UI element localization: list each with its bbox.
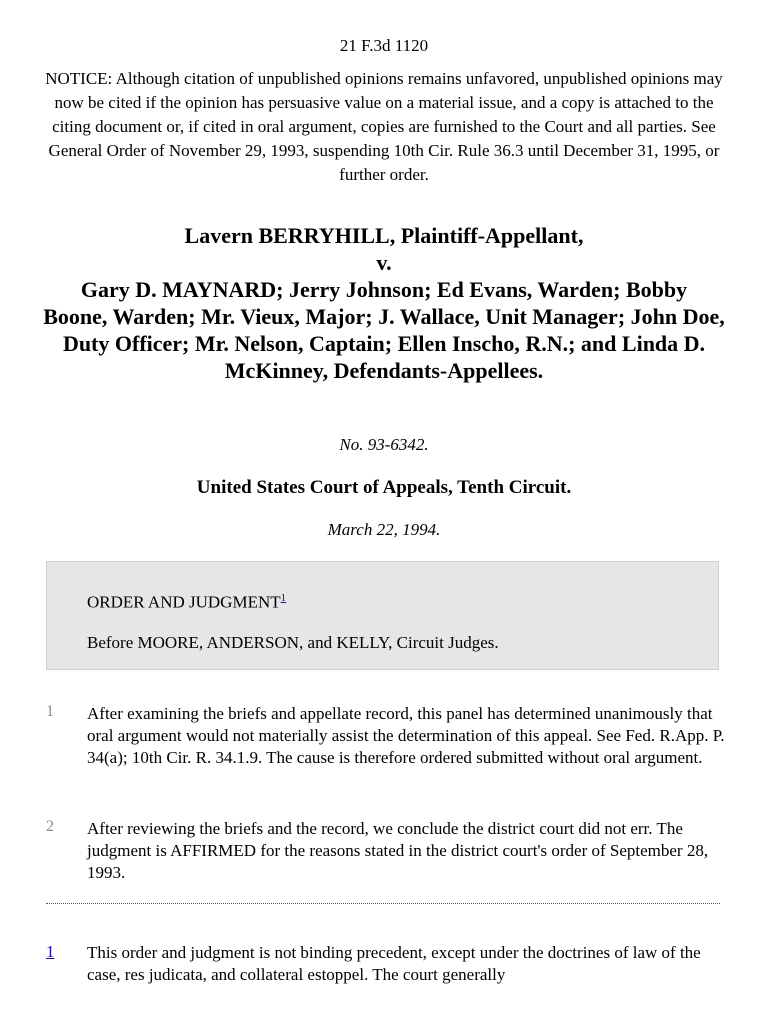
paragraph-number: 1: [46, 703, 54, 720]
docket-number: No. 93-6342.: [339, 435, 429, 454]
footnote-text: This order and judgment is not binding precedent, except under the doctrines of law of the case, res judicata, and collateral estoppel. The court generally: [87, 943, 701, 984]
paragraph-text: After examining the briefs and appellate record, this panel has determined unanimously that oral argument would not materially assist the determination of this appeal. See Fed. R.App. P. 34(a); 10th Cir. R. 34.1.9. The cause is therefore ordered submitted without oral argument.: [87, 704, 725, 767]
caption-defendants-line1: Gary D. MAYNARD; Jerry Johnson; Ed Evans, Warden; Bobby: [80, 277, 688, 302]
caption-versus: v.: [376, 250, 392, 275]
footnote-divider: [46, 903, 720, 904]
decision-date: March 22, 1994.: [327, 520, 441, 539]
paragraph-number: 2: [46, 818, 54, 835]
caption-plaintiff: Lavern BERRYHILL, Plaintiff-Appellant,: [184, 223, 584, 248]
order-title-text: ORDER AND JUDGMENT: [87, 592, 281, 612]
citation: 21 F.3d 1120: [339, 36, 429, 55]
court-name: United States Court of Appeals, Tenth Circuit.: [196, 477, 572, 498]
paragraph-text: After reviewing the briefs and the record, we conclude the district court did not err. The judgment is AFFIRMED for the reasons stated in the district court's order of September 28, 1993.: [87, 819, 709, 882]
order-box: [46, 561, 719, 670]
notice-text: NOTICE: Although citation of unpublished opinions remains unfavored, unpublished opinions may now be cited if the opinion has persuasive value on a material issue, and a copy is attached to the citing document or, if cited in oral argument, copies are furnished to the Court and all parties. See General Order of November 29, 1993, suspending 10th Cir. Rule 36.3 until December 31, 1995, or further order.: [45, 69, 723, 184]
case-caption: [30, 222, 738, 384]
caption-defendants-line2: Boone, Warden; Mr. Vieux, Major; J. Wallace, Unit Manager; John Doe, Duty Officer; Mr. Nelson, Captain; Ellen Inscho, R.N.; and Linda D. McKinney, Defendants-Appellees.: [43, 304, 725, 383]
order-title: [87, 592, 286, 613]
order-judges: Before MOORE, ANDERSON, and KELLY, Circuit Judges.: [87, 633, 499, 652]
footnote-ref-link[interactable]: 1: [280, 592, 287, 604]
footnote-number-link[interactable]: 1: [46, 942, 55, 961]
